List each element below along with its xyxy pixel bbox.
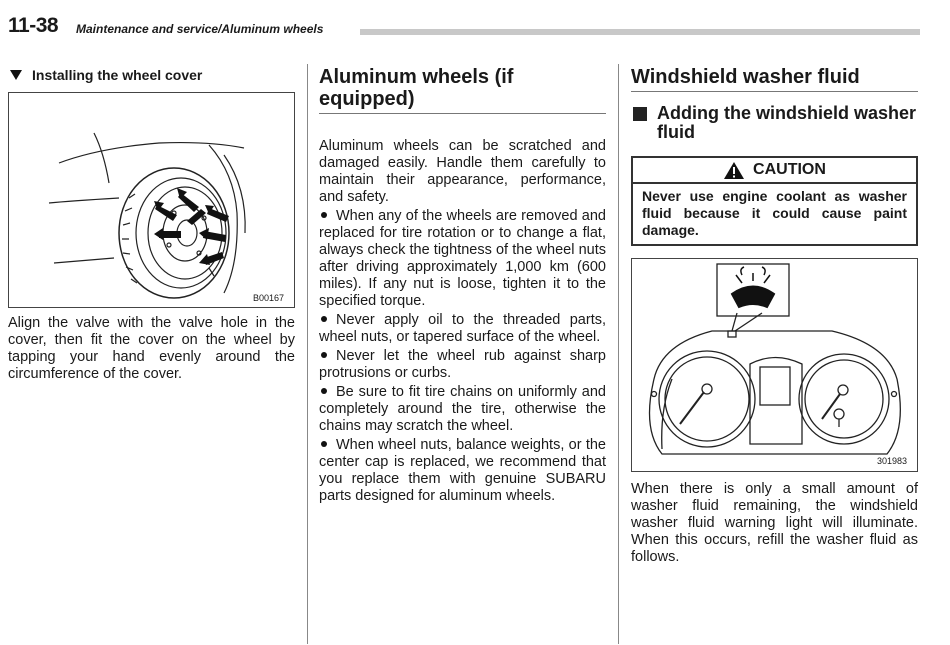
section-title: Maintenance and service/Aluminum wheels	[76, 22, 324, 36]
subheading-adding-washer-fluid	[631, 104, 918, 142]
subheading-text: Installing the wheel cover	[32, 67, 203, 83]
instrument-cluster-figure	[631, 258, 918, 472]
instrument-cluster-illustration	[632, 259, 917, 471]
figure-code: B00167	[252, 293, 284, 303]
wheel-illustration	[9, 93, 294, 307]
bullet-text: Be sure to fit tire chains on uniformly and completely around the tire, otherwise the chains may scratch the wheel.	[319, 384, 606, 434]
bullet-text: Never apply oil to the threaded parts, wheel nuts, or tapered surface of the wheel.	[319, 312, 606, 345]
subheading-text: Adding the windshield washer fluid	[657, 103, 917, 142]
square-icon	[633, 107, 647, 121]
figure-code: 301983	[876, 456, 907, 466]
header-rule	[360, 29, 920, 35]
bullet-icon	[321, 441, 327, 447]
triangle-down-icon	[10, 70, 22, 80]
bullet-icon	[321, 212, 327, 218]
bullet-icon	[321, 316, 327, 322]
wheel-cover-figure	[8, 92, 295, 308]
bullet-icon	[321, 388, 327, 394]
column-divider	[307, 64, 308, 644]
wheel-cover-paragraph: Align the valve with the valve hole in the cover, then fit the cover on the wheel by tapping your hand evenly around the circumference of the cover.	[8, 315, 295, 382]
list-item	[319, 348, 606, 382]
bullet-text: When wheel nuts, balance weights, or the center cap is replaced, we recommend that you replace them with genuine SUBARU parts designed for aluminum wheels.	[319, 437, 606, 504]
heading-aluminum-wheels: Aluminum wheels (if equipped)	[319, 66, 606, 114]
heading-washer-fluid: Windshield washer fluid	[631, 66, 918, 92]
aluminum-intro-paragraph: Aluminum wheels can be scratched and damaged easily. Handle them carefully to maintain their appearance, performance, and safety.	[319, 138, 606, 205]
page-header	[8, 14, 920, 36]
warning-triangle-icon	[723, 161, 745, 180]
list-item	[319, 208, 606, 310]
list-item	[319, 312, 606, 346]
caution-box	[631, 156, 918, 246]
bullet-text: Never let the wheel rub against sharp protrusions or curbs.	[319, 348, 606, 381]
column-wheel-cover	[8, 64, 295, 383]
list-item	[319, 437, 606, 505]
subheading-wheel-cover	[8, 64, 295, 86]
caution-label: CAUTION	[753, 161, 826, 178]
caution-text: Never use engine coolant as washer fluid because it could cause paint damage.	[642, 188, 907, 238]
bullet-text: When any of the wheels are removed and replaced for tire rotation or to change a flat, always check the tightness of the wheel nuts after driving approximately 1,000 km (600 miles). If any nut is loose, tighten it to the specified torque.	[319, 208, 606, 309]
list-item	[319, 384, 606, 435]
bullet-icon	[321, 352, 327, 358]
column-washer-fluid	[631, 64, 918, 566]
column-divider	[618, 64, 619, 644]
page-number: 11-38	[8, 14, 59, 37]
washer-fluid-paragraph: When there is only a small amount of washer fluid remaining, the windshield washer fluid warning light will illuminate. When this occurs, refill the washer fluid as follows.	[631, 481, 918, 565]
column-aluminum-wheels	[319, 64, 606, 505]
caution-header	[633, 158, 916, 184]
